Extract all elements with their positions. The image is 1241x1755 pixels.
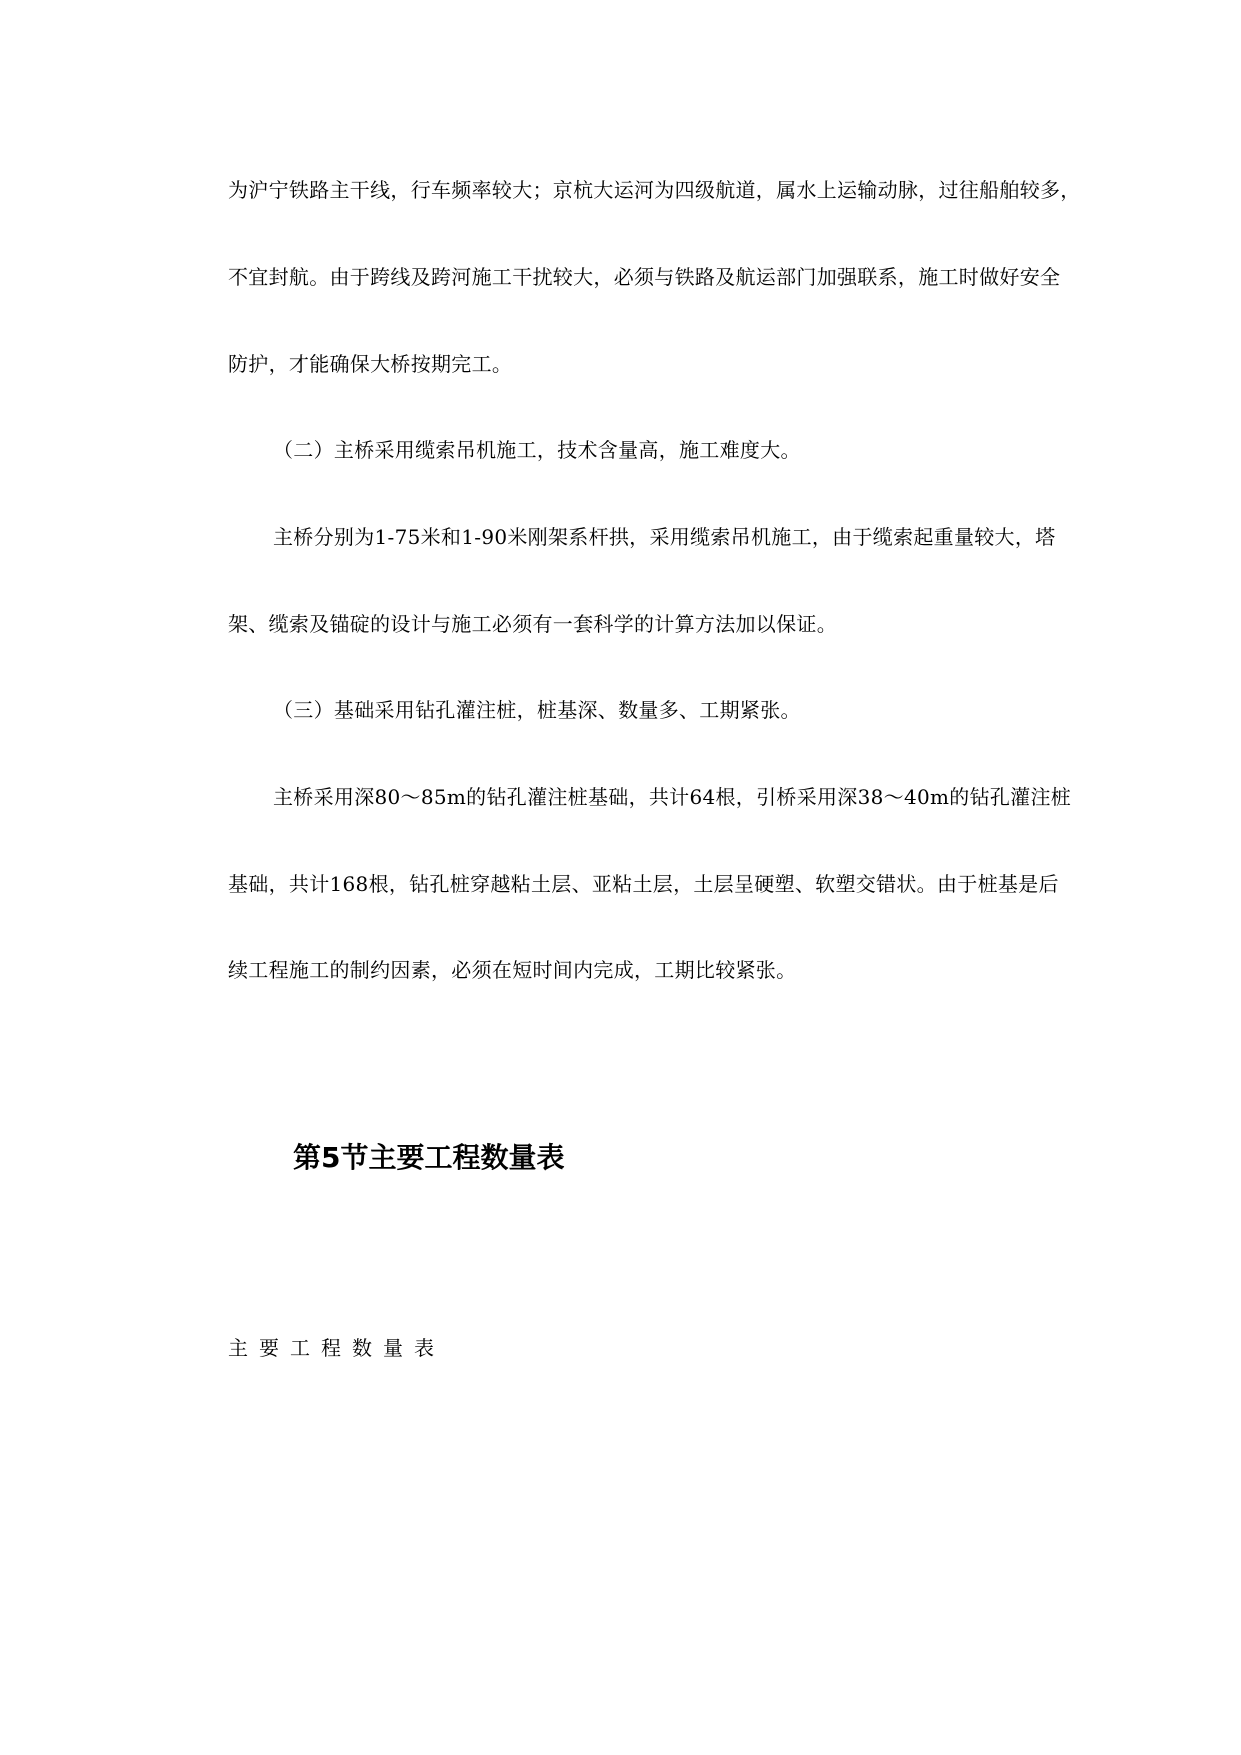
body-text-line-5: 主桥分别为1-75米和1-90米刚架系杆拱，采用缆索吊机施工，由于缆索起重量较大，塔 xyxy=(273,525,1056,549)
table-title: 主要工程数量表 xyxy=(228,1336,445,1360)
body-text-line-3: 防护，才能确保大桥按期完工。 xyxy=(228,352,513,376)
body-text-line-6: 架、缆索及锚碇的设计与施工必须有一套科学的计算方法加以保证。 xyxy=(228,612,837,636)
body-text-line-2: 不宜封航。由于跨线及跨河施工干扰较大，必须与铁路及航运部门加强联系，施工时做好安全 xyxy=(228,265,1061,289)
subheading-2: （二）主桥采用缆索吊机施工，技术含量高，施工难度大。 xyxy=(273,438,801,462)
body-text-line-1: 为沪宁铁路主干线，行车频率较大；京杭大运河为四级航道，属水上运输动脉，过往船舶较多， xyxy=(228,178,1081,202)
section-heading: 第5节主要工程数量表 xyxy=(293,1141,565,1174)
subheading-3: （三）基础采用钻孔灌注桩，桩基深、数量多、工期紧张。 xyxy=(273,698,801,722)
body-text-line-8: 主桥采用深80～85m的钻孔灌注桩基础，共计64根，引桥采用深38～40m的钻孔灌注桩 xyxy=(273,785,1072,809)
body-text-line-10: 续工程施工的制约因素，必须在短时间内完成，工期比较紧张。 xyxy=(228,958,797,982)
body-text-line-9: 基础，共计168根，钻孔桩穿越粘土层、亚粘土层，土层呈硬塑、软塑交错状。由于桩基是后 xyxy=(228,872,1059,896)
